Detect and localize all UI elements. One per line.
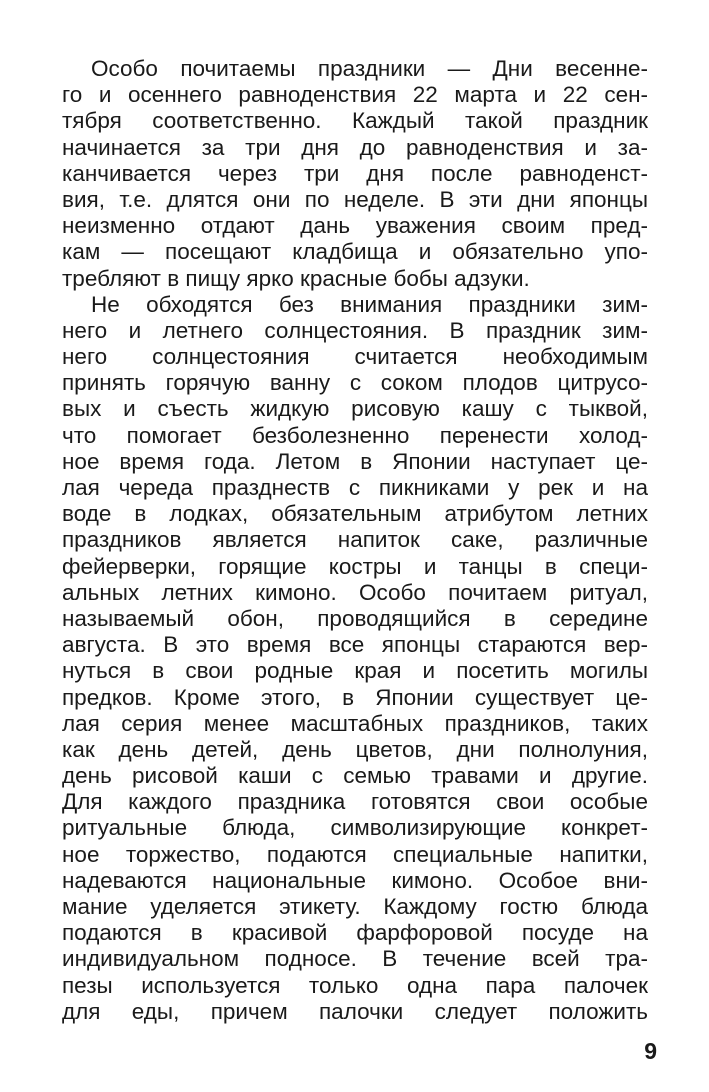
text-line: индивидуальном подносе. В течение всей тра- (62, 946, 648, 972)
text-line: ное торжество, подаются специальные напитки, (62, 841, 648, 867)
text-line: вия, т.е. длятся они по неделе. В эти дни японцы (62, 186, 648, 212)
text-line: лая череда празднеств с пикниками у рек и на (62, 475, 648, 500)
text-line: мание уделяется этикету. Каждому гостю блюда (62, 894, 648, 919)
text-line: фейерверки, горящие костры и танцы в специ- (62, 553, 648, 579)
text-line: предков. Кроме этого, в Японии существует це- (62, 684, 648, 710)
text-line: альных летних кимоно. Особо почитаем ритуал, (62, 579, 648, 605)
text-line: Не обходятся без внимания праздники зим- (91, 291, 648, 317)
page-body (62, 56, 648, 1025)
text-line: нуться в свои родные края и посетить могилы (62, 658, 648, 684)
paragraph-1 (62, 56, 648, 292)
text-line: требляют в пищу ярко красные бобы адзуки. (62, 265, 530, 291)
text-line: подаются в красивой фарфоровой посуде на (62, 920, 648, 946)
text-line: надеваются национальные кимоно. Особое вни- (62, 867, 648, 893)
text-line: го и осеннего равноденствия 22 марта и 22 сен- (62, 82, 648, 108)
text-line: как день детей, день цветов, дни полнолуния, (62, 736, 648, 762)
text-line: канчивается через три дня после равноденст- (62, 160, 648, 186)
text-line: воде в лодках, обязательным атрибутом летних (62, 501, 648, 527)
text-line: ное время года. Летом в Японии наступает це- (62, 448, 648, 474)
page-number: 9 (644, 1038, 657, 1064)
text-line: вых и съесть жидкую рисовую кашу с тыквой, (62, 396, 648, 422)
text-line: лая серия менее масштабных праздников, таких (62, 710, 648, 736)
text-line: него солнцестояния считается необходимым (62, 344, 648, 370)
text-line: называемый обон, проводящийся в середине (62, 605, 648, 631)
text-line: что помогает безболезненно перенести холод- (62, 422, 648, 448)
text-line: для еды, причем палочки следует положить (62, 998, 648, 1024)
text-line: тября соответственно. Каждый такой праздник (62, 108, 648, 134)
paragraph-2 (62, 292, 648, 1025)
text-line: праздников является напиток саке, различные (62, 527, 648, 553)
text-line: день рисовой каши с семью травами и другие. (62, 763, 648, 789)
text-line: неизменно отдают дань уважения своим пред- (62, 213, 648, 239)
text-line: пезы используется только одна пара палочек (62, 972, 648, 998)
text-line: Особо почитаемы праздники — Дни весенне- (91, 56, 648, 81)
text-line: принять горячую ванну с соком плодов цитрусо- (62, 370, 648, 396)
text-line: августа. В это время все японцы стараются вер- (62, 632, 648, 658)
text-line: кам — посещают кладбища и обязательно упо- (62, 239, 648, 265)
text-line: ритуальные блюда, символизирующие конкрет- (62, 815, 648, 841)
text-line: Для каждого праздника готовятся свои особые (62, 789, 648, 815)
text-line: него и летнего солнцестояния. В праздник зим- (62, 317, 648, 343)
text-line: начинается за три дня до равноденствия и за- (62, 134, 648, 160)
